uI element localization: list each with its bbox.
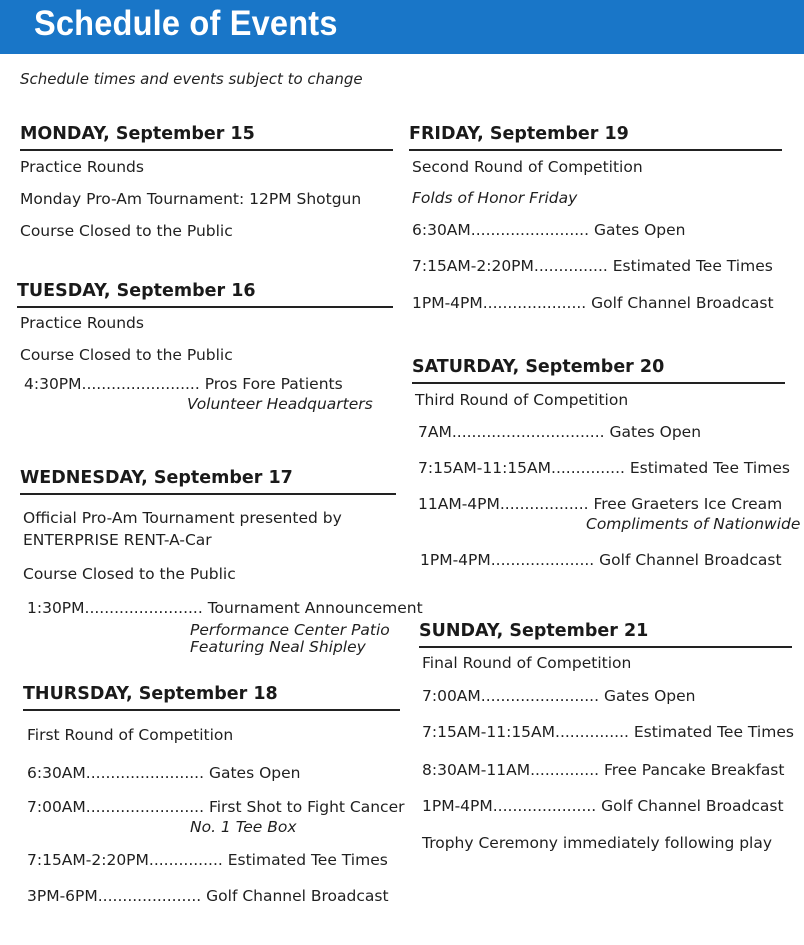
wednesday-line-2: Course Closed to the Public bbox=[23, 565, 236, 583]
saturday-line-2: 7AM............................... Gates Open bbox=[418, 423, 702, 441]
tuesday-line-3: 4:30PM........................ Pros Fore Patients bbox=[24, 375, 343, 393]
wednesday-line-1b: ENTERPRISE RENT-A-Car bbox=[23, 531, 212, 549]
sunday-heading: SUNDAY, September 21 bbox=[419, 621, 792, 648]
title-banner bbox=[0, 0, 804, 54]
thursday-heading: THURSDAY, September 18 bbox=[23, 684, 400, 711]
wednesday-heading: WEDNESDAY, September 17 bbox=[20, 468, 396, 495]
friday-line-2: Folds of Honor Friday bbox=[412, 189, 578, 207]
day-heading-thursday bbox=[23, 684, 400, 711]
sunday-line-3: 7:15AM-11:15AM............... Estimated Tee Times bbox=[422, 723, 794, 741]
thursday-line-3: 7:00AM........................ First Shot to Fight Cancer bbox=[27, 798, 405, 816]
saturday-heading: SATURDAY, September 20 bbox=[412, 357, 785, 384]
friday-line-5: 1PM-4PM..................... Golf Channel Broadcast bbox=[412, 294, 774, 312]
wednesday-line-3: 1:30PM........................ Tournament Announcement bbox=[27, 599, 423, 617]
friday-line-3: 6:30AM........................ Gates Open bbox=[412, 221, 686, 239]
thursday-line-2: 6:30AM........................ Gates Open bbox=[27, 764, 301, 782]
sunday-line-1: Final Round of Competition bbox=[422, 654, 632, 672]
day-heading-tuesday bbox=[17, 281, 393, 308]
saturday-line-1: Third Round of Competition bbox=[415, 391, 629, 409]
monday-heading: MONDAY, September 15 bbox=[20, 124, 393, 151]
disclaimer-note: Schedule times and events subject to change bbox=[20, 70, 363, 88]
monday-line-2: Monday Pro-Am Tournament: 12PM Shotgun bbox=[20, 190, 362, 208]
saturday-line-4-note: Compliments of Nationwide bbox=[586, 515, 801, 533]
friday-line-1: Second Round of Competition bbox=[412, 158, 643, 176]
monday-line-3: Course Closed to the Public bbox=[20, 222, 233, 240]
thursday-line-5: 3PM-6PM..................... Golf Channel Broadcast bbox=[27, 887, 389, 905]
tuesday-line-3-note: Volunteer Headquarters bbox=[187, 395, 373, 413]
tuesday-heading: TUESDAY, September 16 bbox=[17, 281, 393, 308]
friday-line-4: 7:15AM-2:20PM............... Estimated Tee Times bbox=[412, 257, 773, 275]
day-heading-wednesday bbox=[20, 468, 396, 495]
wednesday-line-3-note-2: Featuring Neal Shipley bbox=[190, 638, 366, 656]
day-heading-friday bbox=[409, 124, 782, 151]
sunday-line-5: 1PM-4PM..................... Golf Channel Broadcast bbox=[422, 797, 784, 815]
wednesday-line-1: Official Pro-Am Tournament presented by bbox=[23, 509, 342, 527]
day-heading-saturday bbox=[412, 357, 785, 384]
saturday-line-4: 11AM-4PM.................. Free Graeters Ice Cream bbox=[418, 495, 783, 513]
saturday-line-5: 1PM-4PM..................... Golf Channel Broadcast bbox=[420, 551, 782, 569]
day-heading-sunday bbox=[419, 621, 792, 648]
sunday-line-6: Trophy Ceremony immediately following play bbox=[422, 834, 773, 852]
wednesday-line-3-note: Performance Center Patio bbox=[190, 621, 390, 639]
friday-heading: FRIDAY, September 19 bbox=[409, 124, 782, 151]
thursday-line-1: First Round of Competition bbox=[27, 726, 234, 744]
monday-line-1: Practice Rounds bbox=[20, 158, 144, 176]
tuesday-line-2: Course Closed to the Public bbox=[20, 346, 233, 364]
thursday-line-3-note: No. 1 Tee Box bbox=[190, 818, 297, 836]
tuesday-line-1: Practice Rounds bbox=[20, 314, 144, 332]
thursday-line-4: 7:15AM-2:20PM............... Estimated Tee Times bbox=[27, 851, 388, 869]
day-heading-monday bbox=[20, 124, 393, 151]
sunday-line-2: 7:00AM........................ Gates Open bbox=[422, 687, 696, 705]
sunday-line-4: 8:30AM-11AM.............. Free Pancake Breakfast bbox=[422, 761, 785, 779]
page-title: Schedule of Events bbox=[34, 4, 338, 43]
saturday-line-3: 7:15AM-11:15AM............... Estimated Tee Times bbox=[418, 459, 790, 477]
